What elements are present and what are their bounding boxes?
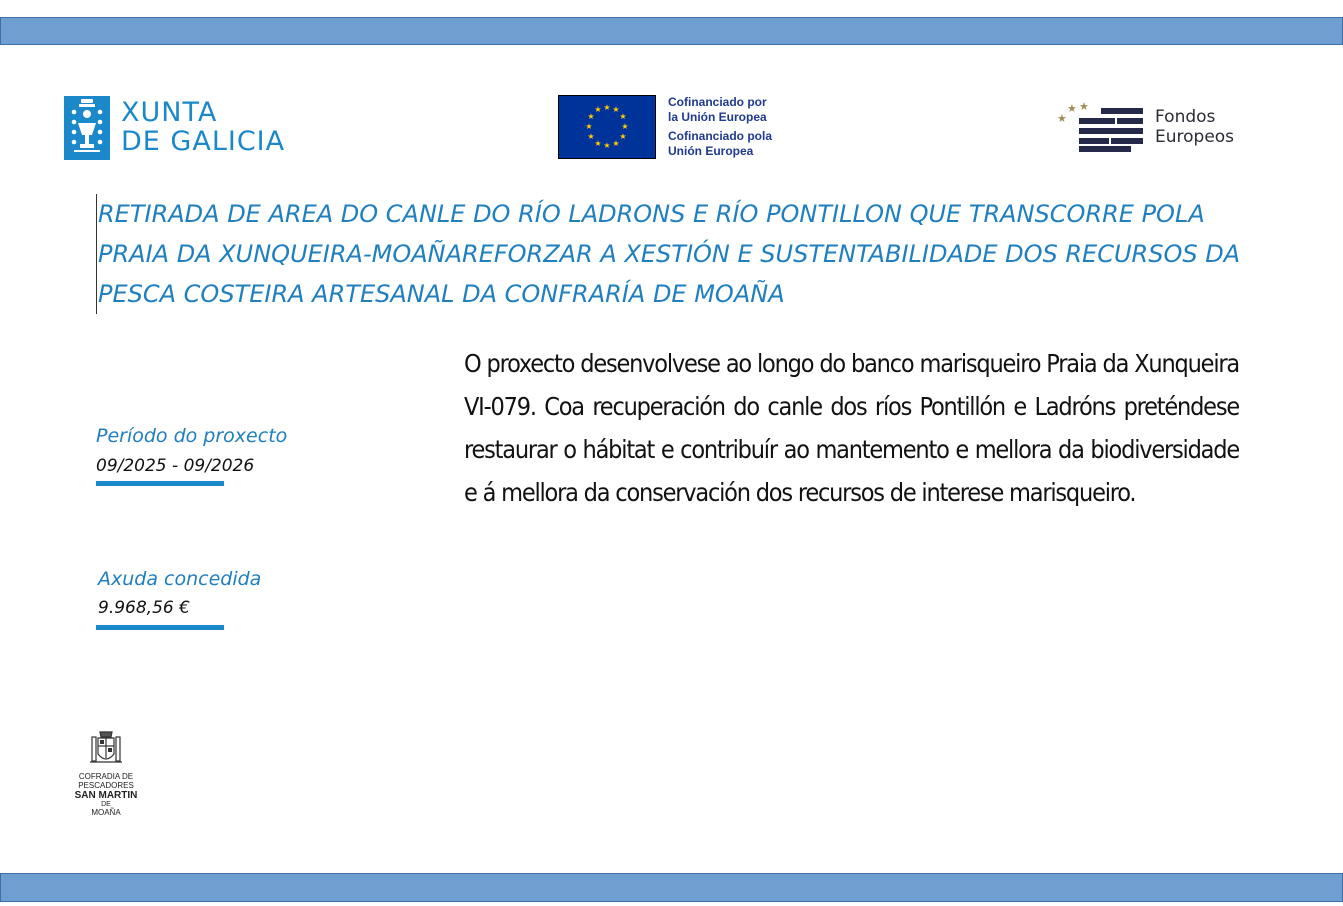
fondos-line2: Europeos — [1155, 127, 1235, 147]
svg-text:★: ★ — [612, 139, 620, 148]
bottom-band — [0, 873, 1343, 902]
fondos-line1: Fondos — [1155, 107, 1216, 127]
fondos-europeos-icon — [1055, 100, 1147, 156]
cofradia-line2: SAN MARTIN — [74, 790, 138, 801]
svg-text:★: ★ — [594, 105, 602, 114]
cofradia-line4: MOAÑA — [91, 808, 121, 817]
svg-text:★: ★ — [603, 141, 611, 150]
svg-text:★: ★ — [1067, 102, 1077, 115]
eu-caption-line4: Unión Europea — [668, 144, 754, 158]
eu-caption-line2: la Unión Europea — [668, 110, 767, 124]
svg-text:★: ★ — [1057, 112, 1067, 125]
cofradia-logo — [56, 728, 156, 817]
svg-text:★: ★ — [1079, 100, 1089, 113]
eu-caption-line1: Cofinanciado por — [668, 95, 767, 109]
project-title: RETIRADA DE AREA DO CANLE DO RÍO LADRONS E RÍO PONTILLON QUE TRANSCORRE POLA PRAIA DA XUNQUEIRA-MOAÑAREFORZAR A XESTIÓN E SUSTENTABILIDADE DOS RECURSOS DA PESCA COSTEIRA ARTESANAL DA CONFRARÍA DE MOAÑA — [96, 194, 1258, 314]
eu-flag-icon — [558, 95, 656, 159]
svg-text:★: ★ — [587, 132, 595, 141]
svg-text:★: ★ — [619, 112, 627, 121]
top-band — [0, 17, 1343, 45]
period-value: 09/2025 - 09/2026 — [96, 456, 255, 476]
svg-text:★: ★ — [621, 122, 629, 131]
xunta-line2: DE GALICIA — [121, 126, 286, 157]
svg-text:★: ★ — [603, 103, 611, 112]
svg-text:★: ★ — [585, 122, 593, 131]
svg-text:★: ★ — [594, 139, 602, 148]
cofradia-line3: DE — [101, 801, 111, 808]
period-label: Período do proxecto — [96, 425, 288, 447]
eu-caption-line3: Cofinanciado pola — [668, 129, 773, 143]
cofradia-line1: COFRADIA DE PESCADORES — [78, 772, 134, 790]
xunta-line1: XUNTA — [121, 97, 218, 128]
eu-cofinanced-logo — [558, 95, 798, 161]
coat-of-arms-icon — [89, 728, 123, 768]
period-underline — [96, 481, 224, 486]
svg-text:★: ★ — [619, 132, 627, 141]
aid-value: 9.968,56 € — [98, 598, 190, 618]
aid-label: Axuda concedida — [98, 568, 262, 590]
galicia-crest-icon — [64, 96, 110, 160]
xunta-logo — [64, 96, 304, 162]
fondos-europeos-logo — [1055, 100, 1265, 156]
svg-text:★: ★ — [612, 105, 620, 114]
svg-text:★: ★ — [587, 112, 595, 121]
project-description: O proxecto desenvolvese ao longo do banco marisqueiro Praia da Xunqueira VI-079. Coa recuperación do canle dos ríos Pontillón e Ladróns preténdese restaurar o hábitat e contribuír ao mantemento e mellora da biodiversidade e á mellora da conservación dos recursos de interese marisqueiro. — [464, 349, 1239, 507]
aid-underline — [96, 625, 224, 630]
